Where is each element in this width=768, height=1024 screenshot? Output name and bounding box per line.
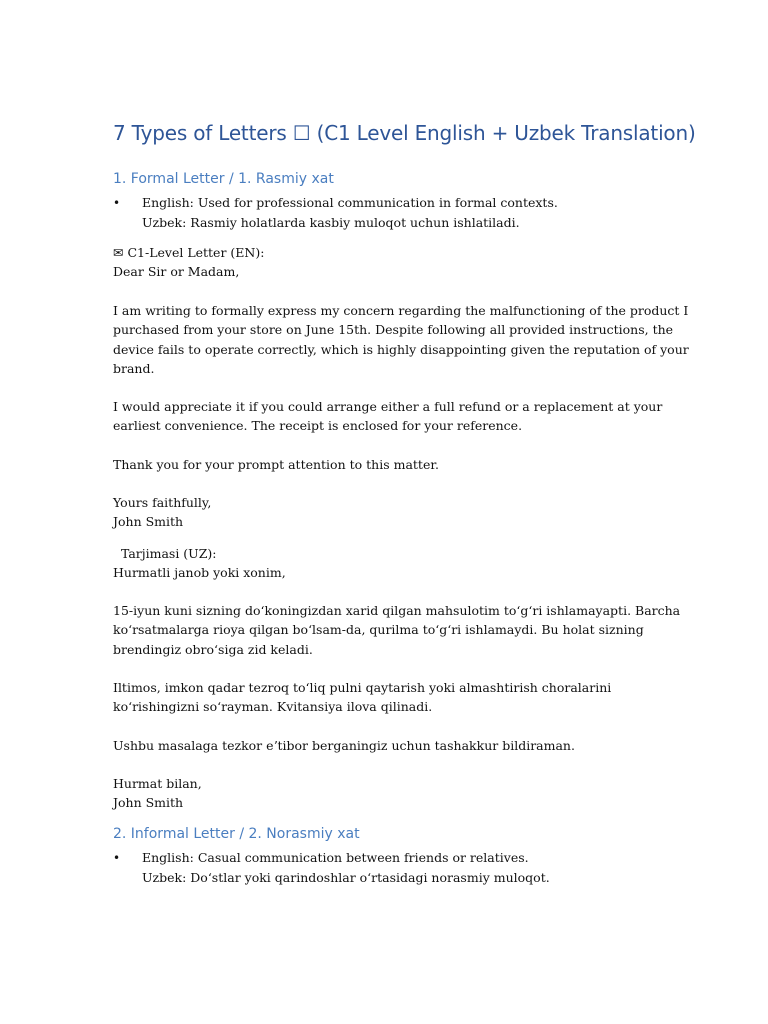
text-line: Thank you for your prompt attention to this matter.: [113, 457, 439, 472]
letter-en-paragraph-3: [113, 455, 653, 474]
letter-en-paragraph-2: [113, 397, 663, 436]
bullet-item-informal: [113, 848, 713, 888]
letter-uz-signature: John Smith: [113, 795, 184, 811]
text-line: Ushbu masalaga tezkor eʼtibor berganingiz uchun tashakkur bildiraman.: [113, 738, 575, 753]
letter-en-signature: John Smith: [113, 514, 184, 530]
document-title: 7 Types of Letters ☐ (C1 Level English + Uzbek Translation): [113, 121, 696, 145]
bullet-icon: •: [113, 851, 121, 865]
letter-en-greeting: Dear Sir or Madam,: [113, 264, 240, 280]
letter-uz-block-head: [113, 544, 653, 583]
letter-uz-signoff: [113, 774, 653, 813]
text-line: purchased from your store on June 15th. Despite following all provided instructions, the: [113, 322, 674, 338]
bullet-uzbek-text: Uzbek: Rasmiy holatlarda kasbiy muloqot uchun ishlatiladi.: [142, 215, 520, 230]
letter-en-paragraph-1: [113, 301, 689, 378]
letter-uz-greeting: Hurmatli janob yoki xonim,: [113, 565, 286, 581]
letter-uz-paragraph-3: [113, 736, 653, 755]
text-line: device fails to operate correctly, which is highly disappointing given the reputation of your: [113, 341, 689, 357]
text-line: 15-iyun kuni sizning doʻkoningizdan xarid qilgan mahsulotim toʻgʻri ishlamayapti. Barcha: [113, 603, 681, 618]
text-line: earliest convenience. The receipt is enclosed for your reference.: [113, 418, 523, 434]
bullet-icon: •: [113, 196, 121, 210]
letter-en-signoff: [113, 493, 653, 532]
text-line: koʻrsatmalarga rioya qilgan boʻlsam-da, qurilma toʻgʻri ishlamaydi. Bu holat sizning: [113, 622, 644, 638]
text-line: brendingiz obroʻsiga zid keladi.: [113, 641, 313, 657]
text-line: koʻrishingizni soʻrayman. Kvitansiya ilova qilinadi.: [113, 699, 433, 715]
text-line: I would appreciate it if you could arrange either a full refund or a replacement at your: [113, 399, 663, 414]
bullet-english-text: English: Casual communication between friends or relatives.: [142, 850, 529, 865]
text-line: brand.: [113, 360, 155, 376]
letter-uz-paragraph-1: [113, 601, 681, 659]
text-line: I am writing to formally express my concern regarding the malfunctioning of the product I: [113, 303, 689, 318]
letter-uz-paragraph-2: [113, 678, 653, 717]
letter-en-label: ✉ C1-Level Letter (EN):: [113, 245, 265, 260]
letter-en-block-head: [113, 243, 653, 282]
translation-label: Tarjimasi (UZ):: [113, 546, 217, 561]
letter-uz-closing: Hurmat bilan,: [113, 776, 202, 791]
section-heading-formal: 1. Formal Letter / 1. Rasmiy xat: [113, 171, 334, 187]
text-line: Iltimos, imkon qadar tezroq toʻliq pulni qaytarish yoki almashtirish choralarini: [113, 680, 612, 695]
bullet-uzbek-text: Uzbek: Doʻstlar yoki qarindoshlar oʻrtasidagi norasmiy muloqot.: [142, 870, 550, 885]
letter-en-closing: Yours faithfully,: [113, 495, 212, 510]
bullet-english-text: English: Used for professional communication in formal contexts.: [142, 195, 558, 210]
bullet-item-formal: [113, 193, 713, 233]
section-heading-informal: 2. Informal Letter / 2. Norasmiy xat: [113, 826, 360, 842]
